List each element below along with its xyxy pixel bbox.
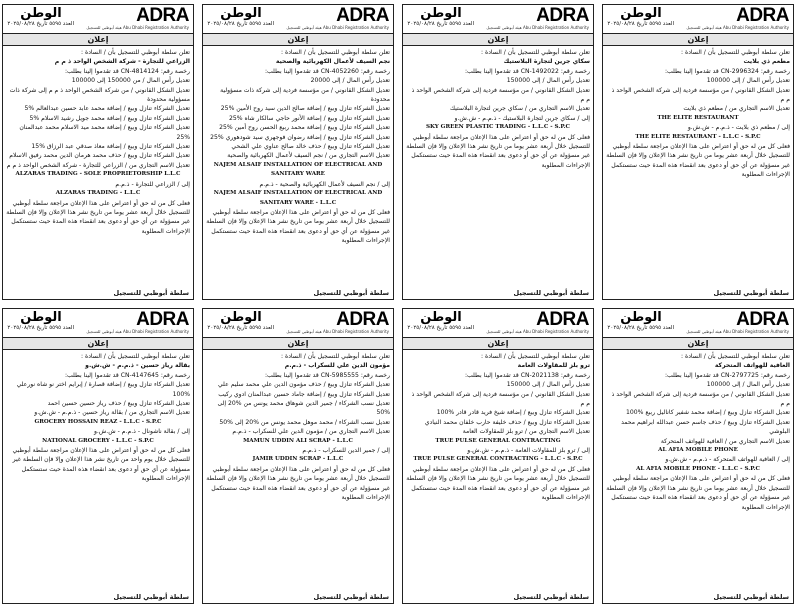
adra-logo-word: ADRA (336, 5, 389, 26)
notice-header (603, 5, 793, 34)
notice-line: إلى / بقالة ناشونال - ذ.م.م - ش.ش.و (93, 428, 190, 436)
adra-logo (286, 6, 389, 30)
issue-line: العدد ٥٥٩٥ تاريخ ٢٠٢٥/٠٨/٢٨ (407, 21, 474, 27)
notice-signature: سلطة أبوظبي للتسجيل (113, 593, 189, 601)
notice-line: رخصة رقم: CN-1492022 قد تقدموا إلينا بطلب: (464, 67, 590, 75)
notice-line: تعديل الشركاء تنازل وبيع / حذف خليفة حارب خلفان محمد النيادي (424, 418, 590, 426)
english-trade-name: THE ELITE RESTAURANT - L.L.C - S.P.C (635, 133, 761, 140)
notice-card (402, 308, 594, 604)
notice-card (602, 4, 794, 300)
notice-line: فعلى كل من له حق أو اعتراض على هذا الإعلان مراجعة سلطة أبوظبي للتسجيل خلال أربعة عشر يوما من تاريخ نشر هذا الإعلان وإلا فإن السلطة غير مسؤولة عن أي حق أو دعوى بعد انقضاء هذه المدة حيث ستستكمل الإجراءات المطلوبة (6, 199, 190, 235)
notice-line: تعلن سلطة أبوظبي للتسجيل بأن / السادة : (81, 353, 190, 360)
adra-logo-subtitle: هيئة أبوظبي للتسجيل Abu Dhabi Registration Authority (286, 329, 389, 334)
notice-line: إلى / مطعم ذي بلايت - ذ.م.م - ش.ش.و (687, 124, 790, 132)
newspaper-name: الوطن (620, 6, 662, 21)
english-trade-name: ALZARAS TRADING - L.L.C (55, 190, 141, 197)
notice-title: إعلان (203, 338, 393, 350)
newspaper-masthead (208, 310, 274, 332)
notice-line: تعديل الشركاء تنازل وبيع / حذف رياز حسين حسين احمد (47, 400, 190, 408)
notice-line: الزراعي للتجارة - شركة الشخص الواحد ذ م م (54, 58, 190, 66)
notice-line: فعلى كل من له حق أو اعتراض على هذا الإعلان مراجعة سلطة أبوظبي للتسجيل خلال أربعة عشر يوما من تاريخ نشر هذا الإعلان وإلا فإن السلطة غير مسؤولة عن أي حق أو دعوى بعد انقضاء هذه المدة حيث ستستكمل الإجراءات المطلوبة (606, 143, 790, 179)
english-trade-name: THE ELITE RESTAURANT (657, 114, 739, 121)
adra-logo-subtitle: هيئة أبوظبي للتسجيل Abu Dhabi Registration Authority (686, 329, 789, 334)
notice-title: إعلان (603, 338, 793, 350)
notice-title: إعلان (603, 34, 793, 46)
notice-line: سكاي جرين لتجارة البلاستيك (503, 58, 590, 66)
notice-line: تعديل الشكل القانوني / من مؤسسة فردية إلى شركة ذات مسؤولية محدودة (220, 86, 390, 104)
issue-line: العدد ٥٥٩٥ تاريخ ٢٠٢٥/٠٨/٢٨ (407, 325, 474, 331)
adra-logo (486, 6, 589, 30)
notice-body (3, 46, 193, 236)
english-trade-name: ALZARAS TRADING - SOLE PROPRIETORSHIP L.L.C (15, 171, 181, 178)
notice-line: تعديل الشركاء تنازل وبيع / إضافة صالح الدين سيد روح الأمين %25 (220, 105, 390, 113)
notice-title: إعلان (403, 338, 593, 350)
notice-line: تعلن سلطة أبوظبي للتسجيل بأن / السادة : (81, 49, 190, 56)
adra-logo (686, 6, 789, 30)
notice-signature: سلطة أبوظبي للتسجيل (513, 593, 589, 601)
english-trade-name: AL AFIA MOBILE PHONE - L.L.C - S.P.C (636, 465, 760, 472)
english-trade-name: TRUE PULSE GENERAL CONTRACTING (435, 437, 561, 444)
notice-title: إعلان (403, 34, 593, 46)
newspaper-name: الوطن (220, 310, 262, 325)
english-trade-name: TRUE PULSE GENERAL CONTRACTING - L.L.C - S.P.C (413, 456, 583, 463)
english-trade-name: GROCERY HOSSAIN REAZ - L.L.C - S.P.C (34, 418, 162, 425)
english-trade-name: MAMUN UDDIN ALI SCRAP - L.L.C (243, 437, 353, 444)
adra-logo-subtitle: هيئة أبوظبي للتسجيل Abu Dhabi Registration Authority (86, 329, 189, 334)
issue-line: العدد ٥٥٩٥ تاريخ ٢٠٢٥/٠٨/٢٨ (607, 325, 674, 331)
notice-line: تعديل الاسم التجاري من / بقالة رياز حسين - ذ.م.م - ش.ش.و (34, 409, 190, 417)
notice-title: إعلان (3, 34, 193, 46)
newspaper-name: الوطن (420, 310, 462, 325)
notice-line: تعديل رأس المال / من 150000 إلى 100000 (71, 77, 190, 85)
notice-line: تعديل الشركاء تنازل وبيع / إضافة محمد شفير كاناليل ربيع %100 (625, 409, 790, 417)
adra-logo (486, 310, 589, 334)
adra-logo (86, 310, 189, 334)
notice-line: تعديل الشركاء تنازل وبيع / إضافة شيخ فريد قادر قادر %100 (436, 409, 590, 417)
english-trade-name: AL AFIA MOBILE PHONE (658, 447, 738, 454)
notice-line: تعديل الاسم التجاري من / مطعم ذي بلايت (683, 105, 790, 113)
notice-line: رخصة رقم: CN-5985555 قد تقدموا إلينا بطلب: (264, 371, 390, 379)
notice-card (2, 4, 194, 300)
notice-card (602, 308, 794, 604)
notice-line: تعديل الشركاء تنازل وبيع / إضافة معاذ صدقي عبد الرزاق %15 (31, 143, 190, 151)
english-trade-name: NATIONAL GROCERY - L.L.C - S.P.C (42, 437, 154, 444)
notice-line: تعديل رأس المال / إلى 150000 (506, 381, 590, 389)
adra-logo-word: ADRA (136, 5, 189, 26)
notice-line: تعديل نسب الشركاء / محمد موهل محمد يونس من %20 إلى %50 (219, 418, 390, 426)
notice-signature: سلطة أبوظبي للتسجيل (313, 593, 389, 601)
notice-header (3, 5, 193, 34)
newspaper-masthead (8, 310, 74, 332)
adra-logo-word: ADRA (536, 309, 589, 330)
notice-line: تعديل الاسم التجاري من / الزراعي للتجارة - شركة الشخص الواحد ذ م م (6, 161, 190, 169)
notice-line: تعديل الشركاء تنازل وبيع / إضافة قصارة / إبرايم اختر نو شاه نورعلي %100 (16, 381, 190, 398)
english-trade-name: NAJEM ALSAIF INSTALLATION OF ELECTRICAL AND SANITARY WARE (213, 161, 383, 178)
notice-line: مطعم ذي بلايت (743, 58, 790, 66)
notice-signature: سلطة أبوظبي للتسجيل (513, 289, 589, 297)
notice-line: تعديل الشركاء تنازل وبيع / إضافة رضوان فوجهري سيد شودهوري %25 (210, 133, 390, 141)
notice-line: تعديل الشركاء تنازل وبيع / حذف جاسم حسن عبدالله ابراهيم محمد البلوشي (621, 418, 790, 436)
notice-card (202, 308, 394, 604)
notice-line: تعديل الشركاء تنازل وبيع / حذف مؤمون الدين علي محمد سليم علي (217, 381, 390, 389)
notice-line: فعلى كل من له حق أو اعتراض على هذا الإعلان مراجعة سلطة أبوظبي للتسجيل خلال أربعة عشر يوما من تاريخ نشر هذا الإعلان وإلا فإن السلطة غير مسؤولة عن أي حق أو دعوى بعد انقضاء هذه المدة حيث ستستكمل الإجراءات المطلوبة (206, 208, 390, 245)
notice-body (403, 46, 593, 170)
notice-line: نجم السيف لأعمال الكهربائية والصحية (275, 58, 390, 66)
notice-body (603, 46, 793, 180)
adra-logo-word: ADRA (736, 309, 789, 330)
notice-title: إعلان (203, 34, 393, 46)
notice-line: إلى / سكاي جرين لتجارة البلاستيك - ذ.م.م - ش.ش.و (454, 114, 590, 122)
newspaper-name: الوطن (220, 6, 262, 21)
notice-line: تعديل الشكل القانوني / من شركة الشخص الواحد ذ م م إلى شركة ذات مسؤولية محدودة (9, 86, 190, 104)
notice-line: تعديل الشركاء تنازل وبيع / إضافة محمد ميد الاسلام محمد عبدالمنان %25 (19, 124, 190, 141)
notice-line: تعديل الشركاء تنازل وبيع / إضافة محمد عابد حسين عبدالعالم %5 (24, 105, 190, 113)
notice-line: مؤمون الدين علي للسكراب - ذ.م.م (284, 362, 390, 370)
adra-logo-word: ADRA (336, 309, 389, 330)
notice-line: رخصة رقم: CN-4052260 قد تقدموا إلينا بطلب: (264, 67, 390, 75)
adra-logo (86, 6, 189, 30)
newspaper-name: الوطن (420, 6, 462, 21)
english-trade-name: JAMIR UDDIN SCRAP - L.L.C (252, 456, 344, 463)
notice-header (403, 309, 593, 338)
adra-logo-subtitle: هيئة أبوظبي للتسجيل Abu Dhabi Registration Authority (86, 25, 189, 30)
notice-line: تعلن سلطة أبوظبي للتسجيل بأن / السادة : (481, 49, 590, 56)
notice-title: إعلان (3, 338, 193, 350)
notice-signature: سلطة أبوظبي للتسجيل (313, 289, 389, 297)
notice-body (3, 350, 193, 484)
adra-logo-subtitle: هيئة أبوظبي للتسجيل Abu Dhabi Registration Authority (286, 25, 389, 30)
issue-line: العدد ٥٥٩٥ تاريخ ٢٠٢٥/٠٨/٢٨ (207, 325, 274, 331)
notice-line: تعديل رأس المال / إلى 100000 (706, 381, 790, 389)
notice-line: ترو بلز للمقاولات العامة (517, 362, 590, 370)
notice-line: تعديل الاسم التجاري من / سكاي جرين لتجارة البلاستيك (450, 105, 590, 113)
notice-line: إلى / العافية للهواتف المتحركة - ذ.م.م - ش.ش.و (665, 456, 790, 464)
notice-header (203, 309, 393, 338)
notice-line: إلى / جمير الدين للسكراب - ذ.م.م (302, 447, 390, 455)
notice-line: تعديل الشركاء تنازل وبيع / إضافة محمد ربيع الحسن روح أمين %25 (219, 124, 390, 132)
notice-line: رخصة رقم: CN-2996324 قد تقدموا إلينا بطلب: (664, 67, 790, 75)
notice-line: إلى / ترو بلز للمقاولات العامة - ذ.م.م - ش.ش.و (467, 447, 590, 455)
notice-body (203, 46, 393, 246)
notice-line: تعديل رأس المال / إلى 20000 (310, 77, 390, 85)
notice-line: تعلن سلطة أبوظبي للتسجيل بأن / السادة : (481, 353, 590, 360)
notice-card (402, 4, 594, 300)
issue-line: العدد ٥٥٩٥ تاريخ ٢٠٢٥/٠٨/٢٨ (7, 21, 74, 27)
notice-line: تعديل الشركاء تنازل وبيع / إضافة محمد جويل رشيد الاسلام %5 (29, 114, 190, 122)
notice-line: العافية للهواتف المتحركة (714, 362, 790, 370)
notice-line: تعديل الشكل القانوني / من مؤسسة فردية إلى شركة الشخص الواحد ذ م م (611, 86, 790, 104)
adra-logo-subtitle: هيئة أبوظبي للتسجيل Abu Dhabi Registration Authority (486, 329, 589, 334)
notice-line: فعلى كل من له حق أو اعتراض على هذا الإعلان مراجعة سلطة أبوظبي للتسجيل خلال أربعة عشر يوما من تاريخ نشر هذا الإعلان وإلا فإن السلطة غير مسؤولة عن أي حق أو دعوى بعد انقضاء هذه المدة حيث ستستكمل الإجراءات المطلوبة (206, 465, 390, 502)
notice-line: تعديل رأس المال / إلى 150000 (506, 77, 590, 85)
adra-logo-subtitle: هيئة أبوظبي للتسجيل Abu Dhabi Registration Authority (686, 25, 789, 30)
issue-line: العدد ٥٥٩٥ تاريخ ٢٠٢٥/٠٨/٢٨ (207, 21, 274, 27)
english-trade-name: NAJEM ALSAIF INSTALLATION OF ELECTRICAL AND SANITARY WARE - L.L.C (213, 190, 383, 206)
newspaper-masthead (8, 6, 74, 28)
notice-card (202, 4, 394, 300)
english-trade-name: SKY GREEN PLASTIC TRADING - L.L.C - S.P.C (425, 124, 571, 131)
newspaper-masthead (408, 310, 474, 332)
newspaper-masthead (408, 6, 474, 28)
notice-line: رخصة رقم: CN-2021138 قد تقدموا إلينا بطلب: (464, 371, 590, 379)
notice-line: بقالة رياز حسين - ذ.م.م - ش.ش.و (85, 362, 190, 370)
adra-logo-word: ADRA (136, 309, 189, 330)
adra-logo (686, 310, 789, 334)
issue-line: العدد ٥٥٩٥ تاريخ ٢٠٢٥/٠٨/٢٨ (607, 21, 674, 27)
notice-line: إلى / الزراعي للتجارة - ذ.م.م (115, 180, 190, 188)
adra-logo-word: ADRA (736, 5, 789, 26)
notice-body (603, 350, 793, 512)
notice-line: تعديل الشركاء تنازل وبيع / حذف خالد صالح عناوي علي الشحي (231, 143, 390, 151)
notice-line: تعلن سلطة أبوظبي للتسجيل بأن / السادة : (681, 49, 790, 56)
notice-line: فعلى كل من له حق أو اعتراض على هذا الإعلان مراجعة سلطة أبوظبي للتسجيل خلال أربعة عشر يوما من تاريخ نشر هذا الإعلان وإلا فإن السلطة غير مسؤولة عن أي حق أو دعوى بعد انقضاء هذه المدة حيث ستستكمل الإجراءات المطلوبة (406, 465, 590, 502)
notice-line: تعديل نسب الشركاء / جمير الدين شوهاق محمد يونس من %20 إلى %50 (217, 400, 390, 417)
notice-line: تعديل الشكل القانوني / من مؤسسة فردية إلى شركة الشخص الواحد ذ م م (611, 390, 790, 408)
notice-line: تعديل الاسم التجاري من / نجم السيف لأعمال الكهربائية والصحية (227, 152, 390, 160)
notice-line: فعلى كل من له حق أو اعتراض على هذا الإعلان مراجعة سلطة أبوظبي للتسجيل خلال أربعة عشر يوما من تاريخ نشر هذا الإعلان وإلا فإن السلطة غير مسؤولة عن أي حق أو دعوى بعد انقضاء هذه المدة حيث ستستكمل الإجراءات المطلوبة (406, 133, 590, 169)
adra-logo-word: ADRA (536, 5, 589, 26)
notice-header (403, 5, 593, 34)
notice-line: تعديل الشركاء تنازل وبيع / حذف محمد هرمان الدين محمد رفيق الاسلام (9, 152, 190, 160)
notice-line: تعلن سلطة أبوظبي للتسجيل بأن / السادة : (281, 49, 390, 56)
notice-line: تعديل الشركاء تنازل وبيع / إضافة الأنور حاجي سالكار شاه %25 (228, 114, 390, 122)
issue-line: العدد ٥٥٩٥ تاريخ ٢٠٢٥/٠٨/٢٨ (7, 325, 74, 331)
notice-line: رخصة رقم: CN-2797725 قد تقدموا إلينا بطلب: (664, 371, 790, 379)
notice-header (203, 5, 393, 34)
notice-line: تعديل رأس المال / إلى 100000 (706, 77, 790, 85)
notice-header (603, 309, 793, 338)
notice-signature: سلطة أبوظبي للتسجيل (113, 289, 189, 297)
notice-line: تعديل الشكل القانوني / من مؤسسة فردية إلى شركة الشخص الواحد ذ م م (411, 390, 590, 408)
newspaper-masthead (608, 6, 674, 28)
notice-signature: سلطة أبوظبي للتسجيل (713, 289, 789, 297)
notice-signature: سلطة أبوظبي للتسجيل (713, 593, 789, 601)
newspaper-name: الوطن (620, 310, 662, 325)
notice-body (203, 350, 393, 503)
notice-line: تعديل الاسم التجاري من / ترو بلز للمقاولات العامة (462, 428, 590, 436)
notice-line: تعلن سلطة أبوظبي للتسجيل بأن / السادة : (281, 353, 390, 360)
notice-line: تعلن سلطة أبوظبي للتسجيل بأن / السادة : (681, 353, 790, 360)
newspaper-masthead (208, 6, 274, 28)
adra-logo-subtitle: هيئة أبوظبي للتسجيل Abu Dhabi Registration Authority (486, 25, 589, 30)
notice-line: رخصة رقم: CN-4147645 قد تقدموا إلينا بطلب: (64, 371, 190, 379)
notice-card (2, 308, 194, 604)
adra-logo (286, 310, 389, 334)
notice-line: تعديل الشركاء تنازل وبيع / إضافة جاماد حسين عبدالمنان ادوي ركيب (218, 390, 390, 398)
notice-line: فعلى كل من له حق أو اعتراض على هذا الإعلان مراجعة سلطة أبوظبي للتسجيل خلال أربعة عشر يوما من تاريخ نشر هذا الإعلان وإلا فإن السلطة غير مسؤولة عن أي حق أو دعوى بعد انقضاء هذه المدة حيث ستستكمل الإجراءات المطلوبة (606, 475, 790, 511)
notice-line: تعديل الاسم التجاري من / مؤمون الدين علي للسكراب - ذ.م.م (232, 428, 390, 436)
newspaper-name: الوطن (20, 6, 62, 21)
newspaper-name: الوطن (20, 310, 62, 325)
notice-line: تعديل الشكل القانوني / من مؤسسة فردية إلى شركة الشخص الواحد ذ م م (411, 86, 590, 104)
notice-line: إلى / نجم السيف لأعمال الكهربائية والصحية - ذ.م.م (259, 180, 390, 188)
newspaper-masthead (608, 310, 674, 332)
notice-header (3, 309, 193, 338)
notice-body (403, 350, 593, 503)
notice-line: فعلى كل من له حق أو اعتراض على هذا الإعلان مراجعة سلطة أبوظبي للتسجيل خلال يوم واحد من تاريخ نشر هذا الإعلان وإلا فإن السلطة غير مسؤولة عن أي حق أو دعوى بعد انقضاء هذه المدة حيث ستستكمل الإجراءات المطلوبة (12, 447, 190, 483)
notice-line: رخصة رقم: CN-4814124 قد تقدموا إلينا بطلب: (64, 67, 190, 75)
notice-line: تعديل الاسم التجاري من / العافية للهواتف المتحركة (660, 437, 790, 445)
